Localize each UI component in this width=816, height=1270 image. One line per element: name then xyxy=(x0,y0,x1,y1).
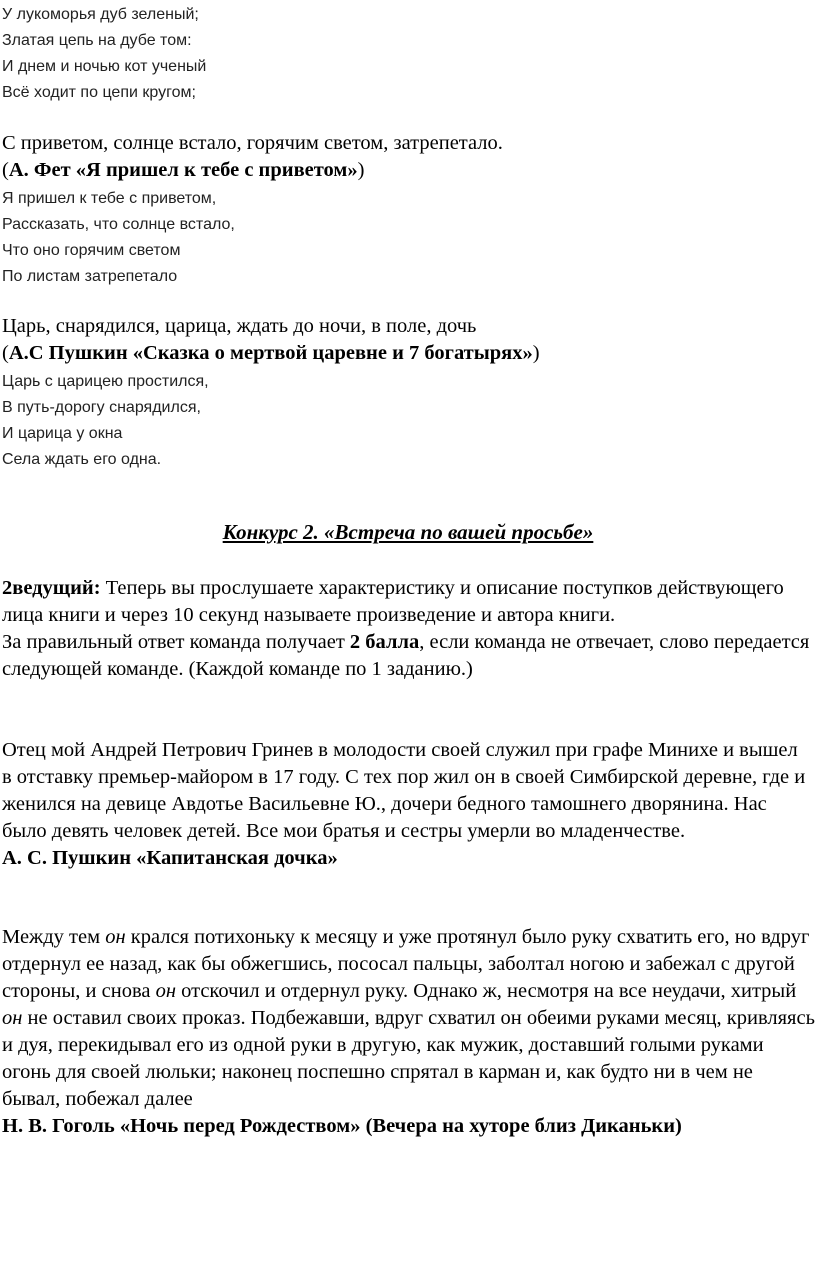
poem-stanza-fet xyxy=(2,186,816,290)
excerpt-segment: не оставил своих проказ. Подбежавши, вдруг схватил он обеими руками месяц, кривляясь и дуя, перекидывал его из одной руки в другую, как мужик, доставший голыми руками огонь для своей люльки; наконец поспешно спрятал в карман и, как будто ни в чем не бывал, побежал далее xyxy=(2,1007,815,1110)
poem-stanza-pushkin-tale xyxy=(2,369,816,473)
poem-line: Я пришел к тебе с приветом, xyxy=(2,190,217,207)
pronoun-on: он xyxy=(2,1007,23,1029)
pronoun-on: он xyxy=(155,980,177,1002)
excerpt-text: Отец мой Андрей Петрович Гринев в молодости своей служил при графе Минихе и вышел в отставку премьер-майором в 17 году. С тех пор жил он в своей Симбирской деревне, где и женился на девице Авдотье Васильевне Ю., дочери бедного тамошнего дворянина. Нас было девять человек детей. Все мои братья и сестры умерли во младенчестве. xyxy=(2,739,806,842)
poem-line: Царь с царицею простился, xyxy=(2,373,209,390)
excerpt-text xyxy=(2,924,816,1113)
poem-line: Всё ходит по цепи кругом; xyxy=(2,84,196,101)
keywords-line: Царь, снарядился, царица, ждать до ночи, в поле, дочь xyxy=(2,315,477,337)
excerpt-segment: Между тем xyxy=(2,926,106,948)
host-text: Теперь вы прослушаете характеристику и описание поступков действующего лица книги и через 10 секунд называете произведение и автора книги. xyxy=(2,577,784,626)
excerpt-captains-daughter xyxy=(2,737,810,872)
poem-line: И днем и ночью кот ученый xyxy=(2,58,207,75)
poem-line: Что оно горячим светом xyxy=(2,242,181,259)
source-paren-open: ( xyxy=(2,159,9,181)
poem-line: В путь-дорогу снарядился, xyxy=(2,399,201,416)
excerpt-answer: Н. В. Гоголь «Ночь перед Рождеством» (Вечера на хуторе близ Диканьки) xyxy=(2,1115,682,1137)
poem-stanza-lukomorye xyxy=(2,2,816,106)
excerpt-answer: А. С. Пушкин «Капитанская дочка» xyxy=(2,847,338,869)
source-line xyxy=(2,340,816,367)
contest-heading: Конкурс 2. «Встреча по вашей просьбе» xyxy=(222,520,594,544)
poem-line: У лукоморья дуб зеленый; xyxy=(2,6,199,23)
scoring-rule xyxy=(2,629,810,683)
pronoun-on: он xyxy=(105,926,126,948)
keywords-line: С приветом, солнце встало, горячим светом, затрепетало. xyxy=(2,132,503,154)
excerpt-segment: крался потихоньку к месяцу и уже протянул было руку схватить его, но вдруг отдернул ее назад, как бы обжегшись, пососал пальцы, заболтал ногою и забежал с другой стороны, и снова xyxy=(2,926,810,1002)
poem-line: По листам затрепетало xyxy=(2,268,178,285)
poem-line: Златая цепь на дубе том: xyxy=(2,32,192,49)
source-line xyxy=(2,157,816,184)
rule-after: , если команда не отвечает, слово передается следующей команде. (Каждой команде по 1 заданию.) xyxy=(2,631,810,680)
rule-points: 2 балла xyxy=(349,631,420,653)
host-label: 2ведущий: xyxy=(2,577,101,599)
excerpt-segment: отскочил и отдернул руку. Однако ж, несмотря на все неудачи, хитрый xyxy=(176,980,797,1002)
poem-line: Села ждать его одна. xyxy=(2,451,162,468)
rule-before: За правильный ответ команда получает xyxy=(2,631,350,653)
keywords-pushkin-tale xyxy=(2,313,816,367)
source-paren-close: ) xyxy=(357,159,365,181)
source-title: А. Фет «Я пришел к тебе с приветом» xyxy=(8,159,358,181)
source-paren-close: ) xyxy=(532,342,540,364)
excerpt-night-before-christmas xyxy=(2,924,816,1140)
source-paren-open: ( xyxy=(2,342,9,364)
host-paragraph xyxy=(2,575,810,629)
host-instructions xyxy=(2,575,810,683)
source-title: А.С Пушкин «Сказка о мертвой царевне и 7 богатырях» xyxy=(8,342,533,364)
poem-line: Рассказать, что солнце встало, xyxy=(2,216,235,233)
poem-line: И царица у окна xyxy=(2,425,123,442)
keywords-fet xyxy=(2,130,816,184)
